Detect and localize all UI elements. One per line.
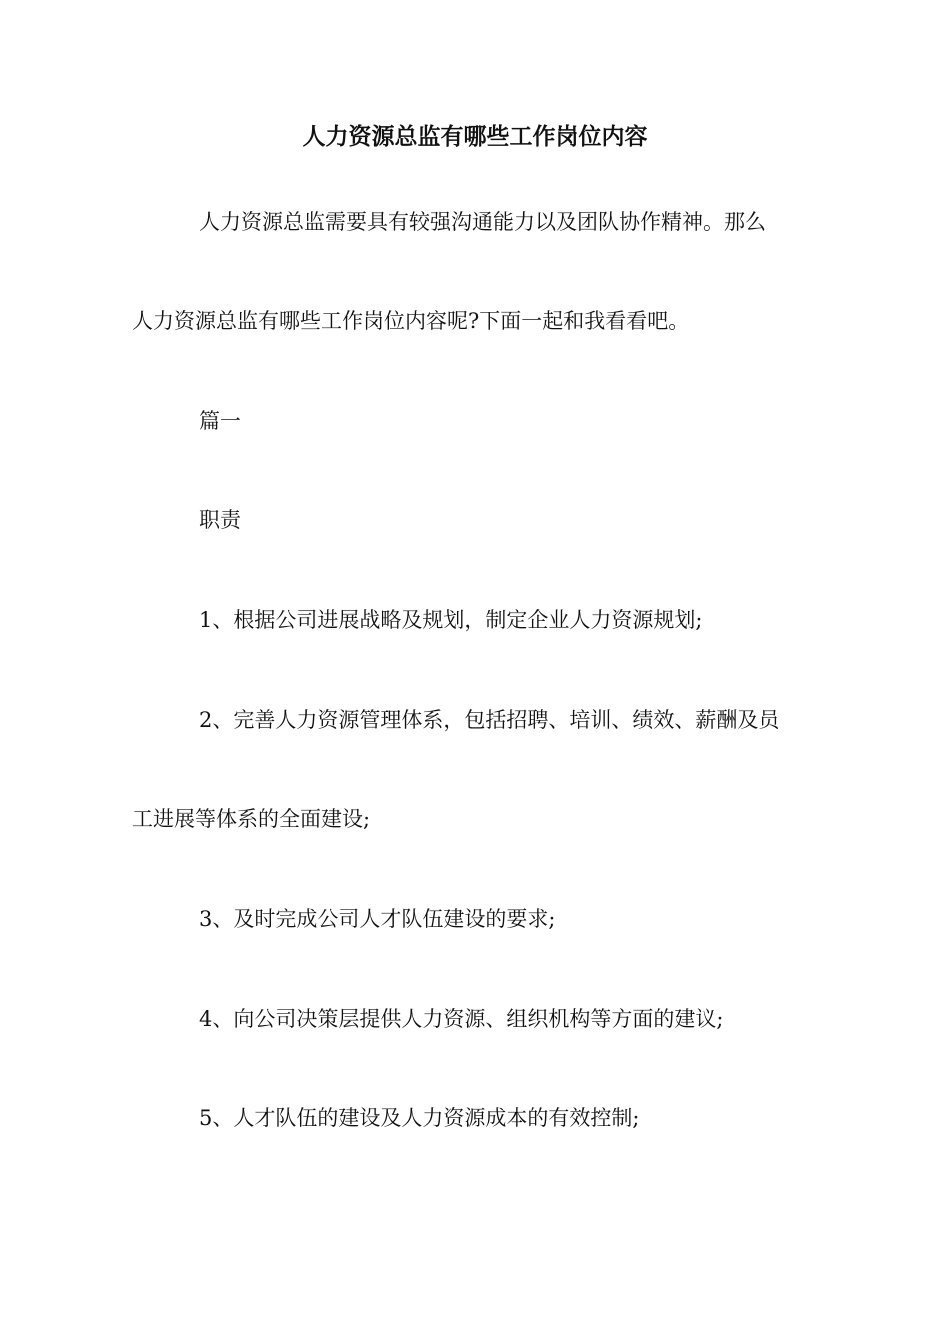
duty-item-1: 1、根据公司进展战略及规划，制定企业人力资源规划; xyxy=(199,608,703,632)
duties-heading: 职责 xyxy=(199,508,241,532)
intro-paragraph-line-2: 人力资源总监有哪些工作岗位内容呢?下面一起和我看看吧。 xyxy=(132,309,690,333)
duty-item-5: 5、人才队伍的建设及人力资源成本的有效控制; xyxy=(199,1106,640,1130)
duty-item-2-line-2: 工进展等体系的全面建设; xyxy=(132,807,371,831)
duty-item-2-line-1: 2、完善人力资源管理体系，包括招聘、培训、绩效、薪酬及员 xyxy=(199,708,780,732)
duty-item-4: 4、向公司决策层提供人力资源、组织机构等方面的建议; xyxy=(199,1007,724,1031)
document-title: 人力资源总监有哪些工作岗位内容 xyxy=(302,124,648,150)
intro-paragraph-line-1: 人力资源总监需要具有较强沟通能力以及团队协作精神。那么 xyxy=(199,210,766,234)
duty-item-3: 3、及时完成公司人才队伍建设的要求; xyxy=(199,907,556,931)
section-heading: 篇一 xyxy=(199,409,241,433)
